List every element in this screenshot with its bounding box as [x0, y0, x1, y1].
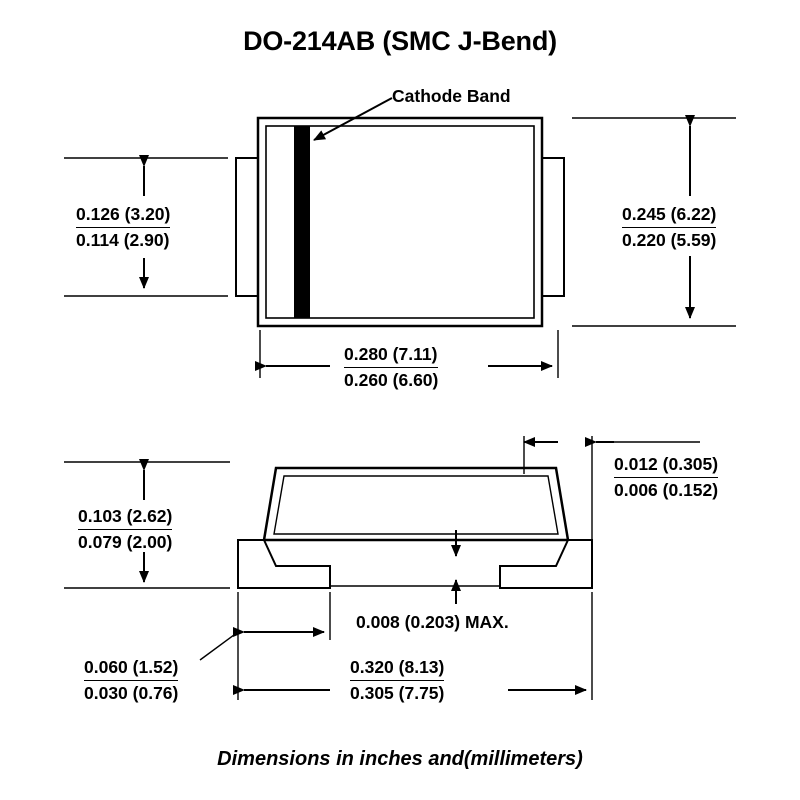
dim-label-lead-thickness: [614, 453, 718, 502]
side-view: [238, 468, 592, 588]
value-max: 0.060 (1.52): [84, 656, 178, 681]
dim-label-side-view-height: [78, 505, 172, 554]
value-max: 0.280 (7.11): [344, 343, 438, 368]
value-max: 0.320 (8.13): [350, 656, 444, 681]
value-min: 0.220 (5.59): [622, 229, 717, 250]
dim-label-top-view-height: [76, 203, 170, 252]
top-view: [236, 118, 564, 326]
value-min: 0.260 (6.60): [344, 369, 439, 390]
standoff-max-label: 0.008 (0.203) MAX.: [356, 612, 509, 632]
value-min: 0.030 (0.76): [84, 682, 179, 703]
drawing-title: DO-214AB (SMC J-Bend): [243, 26, 557, 56]
dim-label-top-view-overall-height: [622, 203, 716, 252]
dim-label-foot-length: [84, 656, 178, 705]
value-min: 0.006 (0.152): [614, 479, 719, 500]
value-min: 0.305 (7.75): [350, 682, 445, 703]
dim-label-top-view-body-width: [344, 343, 438, 392]
value-max: 0.012 (0.305): [614, 453, 718, 478]
dim-label-overall-length: [350, 656, 444, 705]
dim-foot-length: [200, 592, 330, 660]
value-min: 0.114 (2.90): [76, 229, 170, 250]
value-min: 0.079 (2.00): [78, 531, 173, 552]
cathode-band-label: Cathode Band: [392, 86, 511, 106]
value-max: 0.245 (6.22): [622, 203, 716, 228]
value-max: 0.103 (2.62): [78, 505, 172, 530]
units-note: Dimensions in inches and(millimeters): [217, 748, 583, 770]
value-max: 0.126 (3.20): [76, 203, 170, 228]
